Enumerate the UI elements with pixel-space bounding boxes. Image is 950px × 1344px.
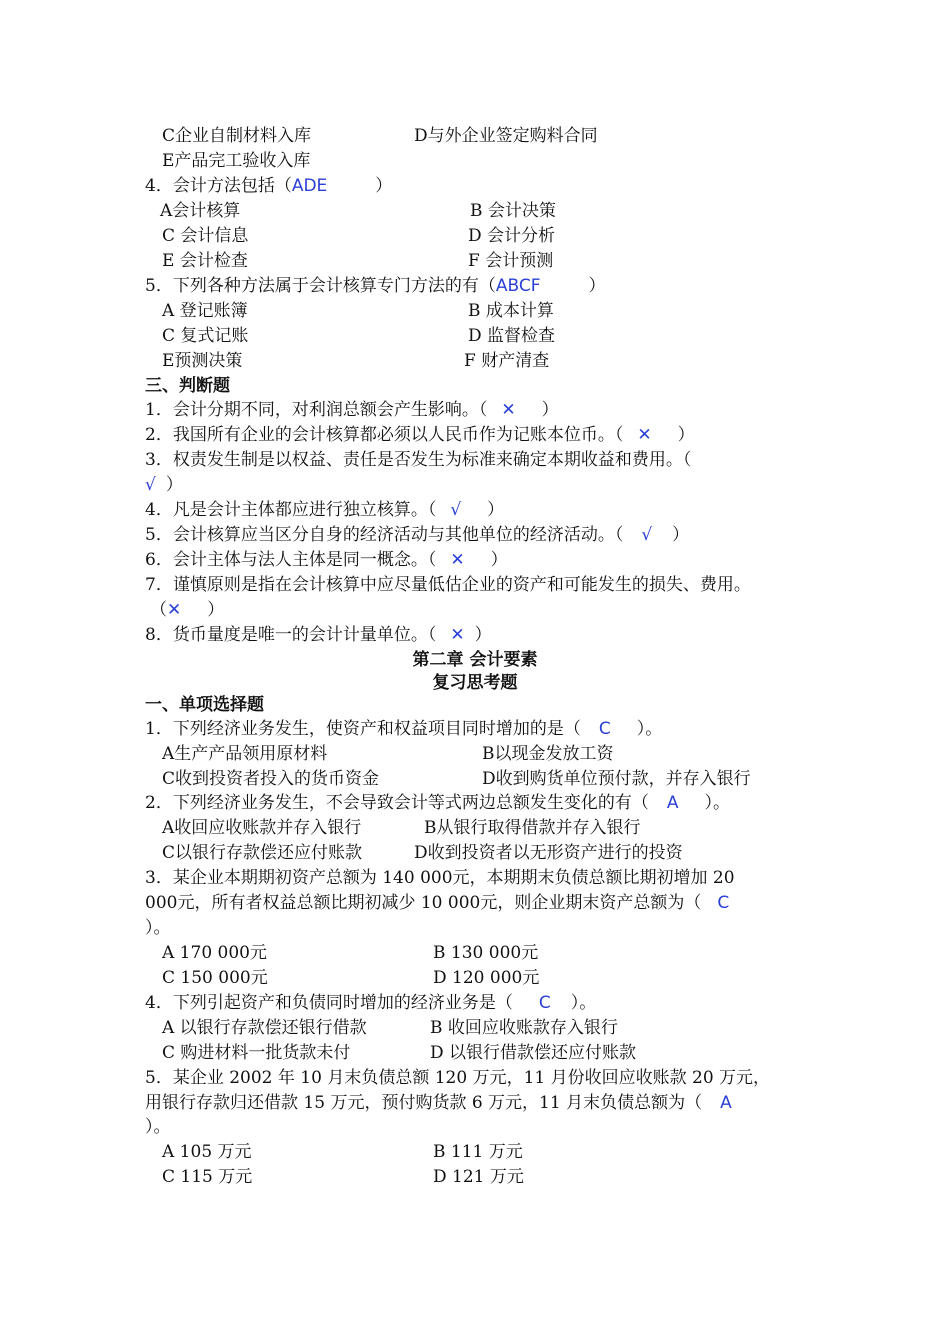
option-c: C 复式记账: [162, 326, 249, 346]
cross-mark-icon: ✕: [167, 600, 182, 620]
answer: ADE: [291, 176, 328, 196]
close-paren: ）: [375, 176, 393, 196]
option-d: D与外企业签定购料合同: [414, 126, 598, 146]
section-heading: 三、判断题: [145, 376, 230, 396]
close-paren: ）: [672, 525, 690, 545]
option-b: B从银行取得借款并存入银行: [424, 818, 641, 838]
option-d: D 121 万元: [433, 1167, 524, 1187]
option-c: C 150 000元: [162, 968, 268, 988]
question-stem: 用银行存款归还借款 15 万元，预付购货款 6 万元，11 月末负债总额为（: [145, 1093, 703, 1113]
answer: C: [598, 719, 611, 739]
tf-item-continued: [145, 474, 183, 496]
option-a: A 登记账簿: [162, 301, 248, 321]
option-b: B 收回应收账款存入银行: [430, 1018, 618, 1038]
close-paren: ）。: [145, 918, 171, 938]
question-stem: 5．下列各种方法属于会计核算专门方法的有（: [145, 276, 496, 296]
question-stem: 4．会计方法包括（: [145, 176, 292, 196]
cross-mark-icon: ✕: [450, 550, 465, 570]
answer: A: [720, 1093, 732, 1113]
close-paren: ）: [474, 625, 492, 645]
close-paren: ）: [207, 600, 225, 620]
tf-text: 4．凡是会计主体都应进行独立核算。（: [145, 500, 437, 520]
single-question-4: [145, 992, 596, 1014]
option-a: A 以银行存款偿还银行借款: [162, 1018, 367, 1038]
option-c: C 115 万元: [162, 1167, 253, 1187]
close-paren: ）。: [704, 793, 730, 813]
close-paren: ）: [490, 550, 508, 570]
tf-text: 6．会计主体与法人主体是同一概念。（: [145, 550, 437, 570]
close-paren: ）: [588, 276, 606, 296]
single-question-3: 3．某企业本期期初资产总额为 140 000元，本期期末负债总额比期初增加 20: [145, 868, 735, 888]
option-e: E 会计检查: [162, 251, 248, 271]
single-question-5: 5．某企业 2002 年 10 月末负债总额 120 万元，11 月份收回应收账款 20 万元，: [145, 1068, 771, 1088]
option-c: C 会计信息: [162, 226, 249, 246]
option-c: C收到投资者投入的货币资金: [162, 769, 380, 789]
option-e: E产品完工验收入库: [162, 151, 311, 171]
tf-item: 3．权责发生制是以权益、责任是否发生为标准来确定本期收益和费用。（: [145, 450, 692, 470]
answer: C: [717, 893, 730, 913]
close-paren: ）: [677, 425, 695, 445]
option-c: C以银行存款偿还应付账款: [162, 843, 363, 863]
question-5: [145, 275, 605, 297]
option-c: C企业自制材料入库: [162, 126, 312, 146]
option-a: A 170 000元: [162, 943, 267, 963]
tf-item: [145, 399, 559, 421]
question-stem: 2．下列经济业务发生，不会导致会计等式两边总额发生变化的有（: [145, 793, 649, 813]
chapter-title: 第二章 会计要素: [412, 650, 538, 670]
section-heading: 一、单项选择题: [145, 695, 264, 715]
option-b: B 成本计算: [468, 301, 554, 321]
chapter-subtitle: 复习思考题: [432, 673, 518, 693]
close-paren: ）: [541, 400, 559, 420]
option-b: B 130 000元: [433, 943, 539, 963]
close-paren: ）。: [145, 1117, 171, 1137]
close-paren: ）: [165, 475, 183, 495]
single-question-5-continued: [145, 1092, 732, 1114]
option-c: C 购进材料一批货款未付: [162, 1043, 351, 1063]
question-stem: 000元，所有者权益总额比期初减少 10 000元，则企业期末资产总额为（: [145, 893, 702, 913]
option-d: D 以银行借款偿还应付账款: [430, 1043, 637, 1063]
check-mark-icon: √: [145, 475, 156, 495]
answer: ABCF: [495, 276, 541, 296]
cross-mark-icon: ✕: [637, 425, 652, 445]
tf-item: [145, 499, 504, 521]
tf-item: [145, 624, 492, 646]
option-a: A 105 万元: [162, 1142, 252, 1162]
option-f: F 会计预测: [468, 251, 554, 271]
tf-item: [145, 424, 695, 446]
option-b: B以现金发放工资: [482, 744, 614, 764]
single-question-1: [145, 718, 662, 740]
option-a: A会计核算: [160, 201, 241, 221]
tf-item: 7．谨慎原则是指在会计核算中应尽量低估企业的资产和可能发生的损失、费用。: [145, 575, 751, 595]
tf-item: [145, 549, 508, 571]
open-paren: （: [150, 600, 167, 620]
single-question-3-continued: [145, 892, 729, 914]
option-d: D 120 000元: [433, 968, 540, 988]
option-b: B 111 万元: [433, 1142, 523, 1162]
question-4: [145, 175, 392, 197]
tf-text: 1．会计分期不同，对利润总额会产生影响。（: [145, 400, 488, 420]
check-mark-icon: √: [450, 500, 462, 520]
answer: C: [538, 993, 551, 1013]
option-d: D收到投资者以无形资产进行的投资: [414, 843, 683, 863]
option-d: D 会计分析: [468, 226, 556, 246]
answer: A: [666, 793, 679, 813]
tf-text: 2．我国所有企业的会计核算都必须以人民币作为记账本位币。（: [145, 425, 624, 445]
cross-mark-icon: ✕: [450, 625, 465, 645]
option-f: F 财产清查: [464, 351, 550, 371]
tf-item-continued: [150, 599, 224, 621]
option-d: D 监督检查: [468, 326, 556, 346]
tf-item: [145, 524, 689, 546]
tf-text: 8．货币量度是唯一的会计计量单位。（: [145, 625, 437, 645]
question-stem: 4．下列引起资产和负债同时增加的经济业务是（: [145, 993, 513, 1013]
close-paren: ）。: [570, 993, 597, 1013]
close-paren: ）: [487, 500, 505, 520]
option-d: D收到购货单位预付款，并存入银行: [482, 769, 751, 789]
tf-text: 5．会计核算应当区分自身的经济活动与其他单位的经济活动。（: [145, 525, 624, 545]
close-paren: ）。: [636, 719, 663, 739]
option-a: A收回应收账款并存入银行: [162, 818, 362, 838]
single-question-2: [145, 792, 730, 814]
cross-mark-icon: ✕: [501, 400, 516, 420]
option-e: E预测决策: [162, 351, 243, 371]
option-a: A生产产品领用原材料: [162, 744, 328, 764]
question-stem: 1．下列经济业务发生，使资产和权益项目同时增加的是（: [145, 719, 581, 739]
option-b: B 会计决策: [470, 201, 556, 221]
check-mark-icon: √: [641, 525, 653, 545]
